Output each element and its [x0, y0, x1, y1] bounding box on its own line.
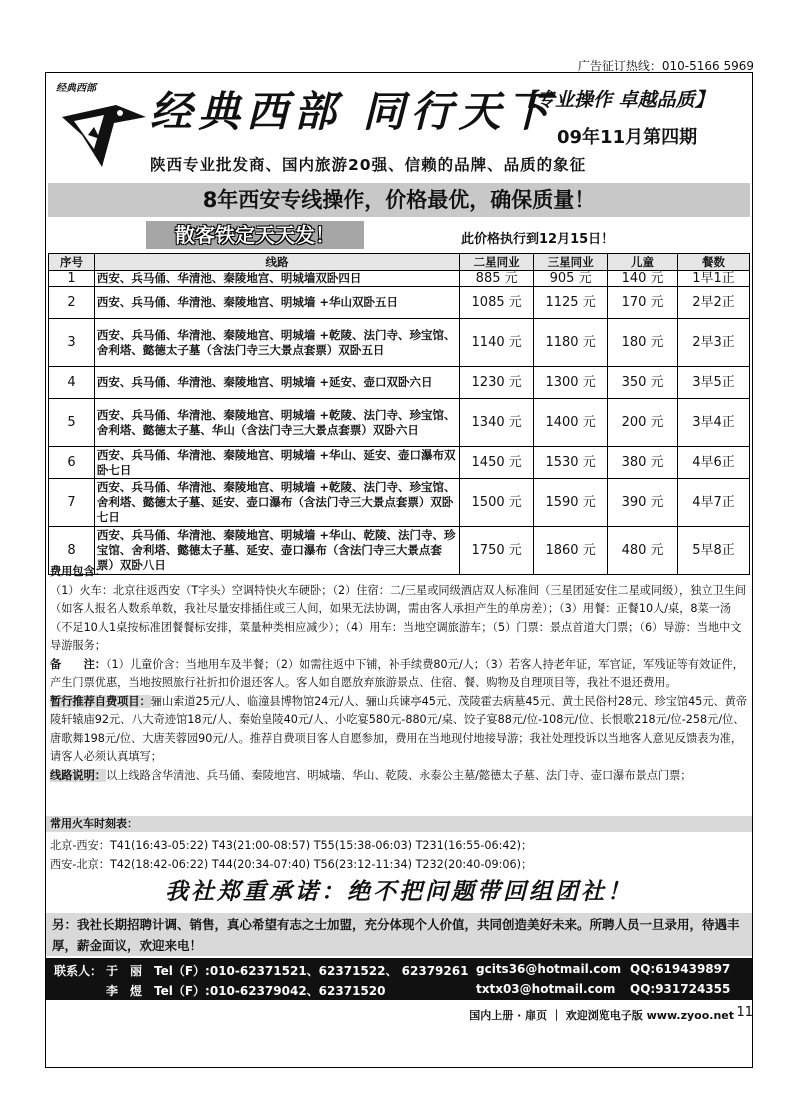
price-child: 200 元 [608, 399, 678, 447]
price-three-star: 1590 元 [534, 479, 608, 527]
issue-date: 09年11月第四期 [557, 127, 698, 148]
notes-text: （1）儿童价含：当地用车及半餐；（2）如需往返中下铺，补手续费80元/人；（3）若客人持老年证，军官证，军残证等有效证件，产生门票优惠，当地按照旅行社折扣价退还客人。客人如自愿放弃旅游景点、住宿、餐、购物及自理项目等，我社不退还费用。 [50, 657, 744, 689]
fee-details [50, 563, 750, 785]
col-header: 线路 [94, 254, 459, 271]
contact-name: 于 丽 [106, 964, 143, 978]
table-row [49, 287, 750, 319]
train-times-beijing-xian: 北京-西安：T41(16:43-05:22) T43(21:00-08:57) T55(15:38-06:03) T231(16:55-06:42)； [50, 839, 533, 852]
row-number: 7 [49, 479, 95, 527]
price-three-star: 1125 元 [534, 287, 608, 319]
price-two-star: 1340 元 [460, 399, 534, 447]
train-timetable-title: 常用火车时刻表： [46, 816, 752, 832]
table-header-row [49, 254, 750, 271]
meal-count: 4早6正 [678, 447, 750, 479]
route-desc-label: 线路说明： [50, 768, 106, 782]
price-two-star: 1140 元 [460, 319, 534, 367]
price-three-star: 1860 元 [534, 527, 608, 575]
page-number: 11 [736, 1005, 753, 1020]
price-two-star: 1450 元 [460, 447, 534, 479]
table-row [49, 399, 750, 447]
table-row [49, 319, 750, 367]
price-three-star: 1300 元 [534, 367, 608, 399]
notes-label: 备 注： [50, 657, 106, 671]
meal-count: 2早2正 [678, 287, 750, 319]
price-two-star: 1085 元 [460, 287, 534, 319]
price-three-star: 905 元 [534, 271, 608, 287]
route-cell: 西安、兵马俑、华清池、秦陵地宫、明城墙 +乾陵、法门寺、珍宝馆、舍利塔、懿德太子墓（含法门寺三大景点套票）双卧五日 [94, 319, 459, 367]
contact-phone: Tel（F）:010-62371521、62371522、 62379261 [154, 964, 469, 978]
route-cell: 西安、兵马俑、华清池、秦陵地宫、明城墙 +乾陵、法门寺、珍宝馆、舍利塔、懿德太子墓、延安、壶口瀑布（含法门寺三大景点套票）双卧七日 [94, 479, 459, 527]
recruitment-notice: 另：我社长期招聘计调、销售，真心希望有志之士加盟，充分体现个人价值，共同创造美好未来。所聘人员一旦录用，待遇丰厚，薪金面议，欢迎来电！ [46, 913, 752, 956]
table-row [49, 479, 750, 527]
route-desc-text: 以上线路含华清池、兵马俑、秦陵地宫、明城墙、华山、乾陵、永泰公主墓/懿德太子墓、法门寺、壶口瀑布景点门票； [105, 768, 692, 782]
col-header: 序号 [49, 254, 95, 271]
route-cell: 西安、兵马俑、华清池、秦陵地宫、明城墙 +华山双卧五日 [94, 287, 459, 319]
fees-label: 费用包含： [50, 565, 106, 578]
price-validity: 此价格执行到12月15日！ [461, 232, 615, 247]
col-header: 三星同业 [534, 254, 608, 271]
col-header: 儿童 [608, 254, 678, 271]
meal-count: 4早7正 [678, 479, 750, 527]
fees-included: （1）火车：北京往返西安（T字头）空调特快火车硬卧；（2）住宿：二/三星或同级酒店双人标准间（三星团延安住二星或同级），独立卫生间（如客人报名人数系单数，我社尽量安排插住或三人间，如果无法协调，需由客人承担产生的单房差）；（3）用餐：正餐10人/桌，8菜一汤（不足10人1桌按标准团餐餐标安排，菜量种类相应减少）；（4）用车：当地空调旅游车；（5）门票：景点首道大门票；（6）导游：当地中文导游服务； [50, 583, 747, 652]
contact-label: 联系人： [54, 964, 103, 978]
header [46, 73, 752, 183]
selfpay-label: 暂行推荐自费项目： [50, 694, 151, 708]
train-times-xian-beijing: 西安-北京：T42(18:42-06:22) T44(20:34-07:40) T56(23:12-11:34) T232(20:40-09:06)； [50, 858, 533, 871]
col-header: 二星同业 [460, 254, 534, 271]
price-two-star: 1500 元 [460, 479, 534, 527]
meal-count: 2早3正 [678, 319, 750, 367]
slogan: 【专业操作 卓越品质】 [517, 89, 714, 111]
row-number: 5 [49, 399, 95, 447]
meal-count: 3早4正 [678, 399, 750, 447]
price-child: 480 元 [608, 527, 678, 575]
route-cell: 西安、兵马俑、华清池、秦陵地宫、明城墙 +华山、乾陵、法门寺、珍宝馆、舍利塔、懿德太子墓、延安、壶口瀑布（含法门寺三大景点套票）双卧八日 [94, 527, 459, 575]
promise-statement: 我社郑重承诺：绝不把问题带回组团社！ [165, 878, 633, 905]
route-cell: 西安、兵马俑、华清池、秦陵地宫、明城墙 +延安、壶口双卧六日 [94, 367, 459, 399]
ad-hotline: 广告征订热线：010-5166 5969 [577, 59, 754, 73]
row-number: 2 [49, 287, 95, 319]
contact-qq: QQ:619439897 [630, 962, 731, 976]
table-row [49, 367, 750, 399]
table-row [49, 447, 750, 479]
logo-caption: 经典西部 [56, 83, 96, 94]
meal-count: 3早5正 [678, 367, 750, 399]
price-three-star: 1400 元 [534, 399, 608, 447]
contact-bar [46, 958, 752, 1000]
price-child: 140 元 [608, 271, 678, 287]
price-two-star: 1750 元 [460, 527, 534, 575]
headline-banner: 8年西安专线操作，价格最优，确保质量！ [48, 183, 750, 217]
route-cell: 西安、兵马俑、华清池、秦陵地宫、明城墙 +乾陵、法门寺、珍宝馆、舍利塔、懿德太子墓、华山（含法门寺三大景点套票）双卧六日 [94, 399, 459, 447]
page-title: 经典西部 同行天下 [150, 87, 555, 136]
meal-count: 5早8正 [678, 527, 750, 575]
row-number: 3 [49, 319, 95, 367]
footer-text[interactable]: 国内上册 · 扉页 ｜ 欢迎浏览电子版 www.zyoo.net [469, 1009, 734, 1022]
daily-departure-badge: 散客铁定天天发！ [146, 221, 364, 249]
price-child: 380 元 [608, 447, 678, 479]
price-child: 350 元 [608, 367, 678, 399]
route-cell: 西安、兵马俑、华清池、秦陵地宫、明城墙 +华山、延安、壶口瀑布双卧七日 [94, 447, 459, 479]
col-header: 餐数 [678, 254, 750, 271]
row-number: 1 [49, 271, 95, 287]
price-child: 170 元 [608, 287, 678, 319]
price-two-star: 885 元 [460, 271, 534, 287]
tagline: 陕西专业批发商、国内旅游20强、信赖的品牌、品质的象征 [150, 156, 587, 174]
selfpay-text: 骊山索道25元/人、临潼县博物馆24元/人、骊山兵谏亭45元、茂陵霍去病墓45元、黄土民俗村28元、珍宝馆45元、黄帝陵轩辕庙92元、八大奇迹馆18元/人、秦始皇陵40元/人、小吃宴580元-880元/桌、饺子宴88元/位-108元/位、长恨歌218元/位-258元/位、唐歌舞198元/位、大唐芙蓉园90元/人。推荐自费项目客人自愿参加，费用在当地现付地接导游；我社处理投诉以当地客人意见反馈表为准，请客人必须认真填写； [50, 694, 748, 763]
route-cell: 西安、兵马俑、华清池、秦陵地宫、明城墙双卧四日 [94, 271, 459, 287]
price-two-star: 1230 元 [460, 367, 534, 399]
table-row [49, 271, 750, 287]
contact-email[interactable]: txtx03@hotmail.com [476, 982, 616, 996]
contact-phone: Tel（F）:010-62379042、62371520 [154, 984, 386, 998]
row-number: 4 [49, 367, 95, 399]
price-three-star: 1530 元 [534, 447, 608, 479]
price-child: 180 元 [608, 319, 678, 367]
flyer-frame [45, 72, 753, 1068]
row-number: 8 [49, 527, 95, 575]
price-table [48, 253, 750, 575]
row-number: 6 [49, 447, 95, 479]
contact-name: 李 煜 [106, 984, 143, 998]
meal-count: 1早1正 [678, 271, 750, 287]
contact-email[interactable]: gcits36@hotmail.com [476, 962, 622, 976]
price-three-star: 1180 元 [534, 319, 608, 367]
price-child: 390 元 [608, 479, 678, 527]
contact-qq: QQ:931724355 [630, 982, 731, 996]
